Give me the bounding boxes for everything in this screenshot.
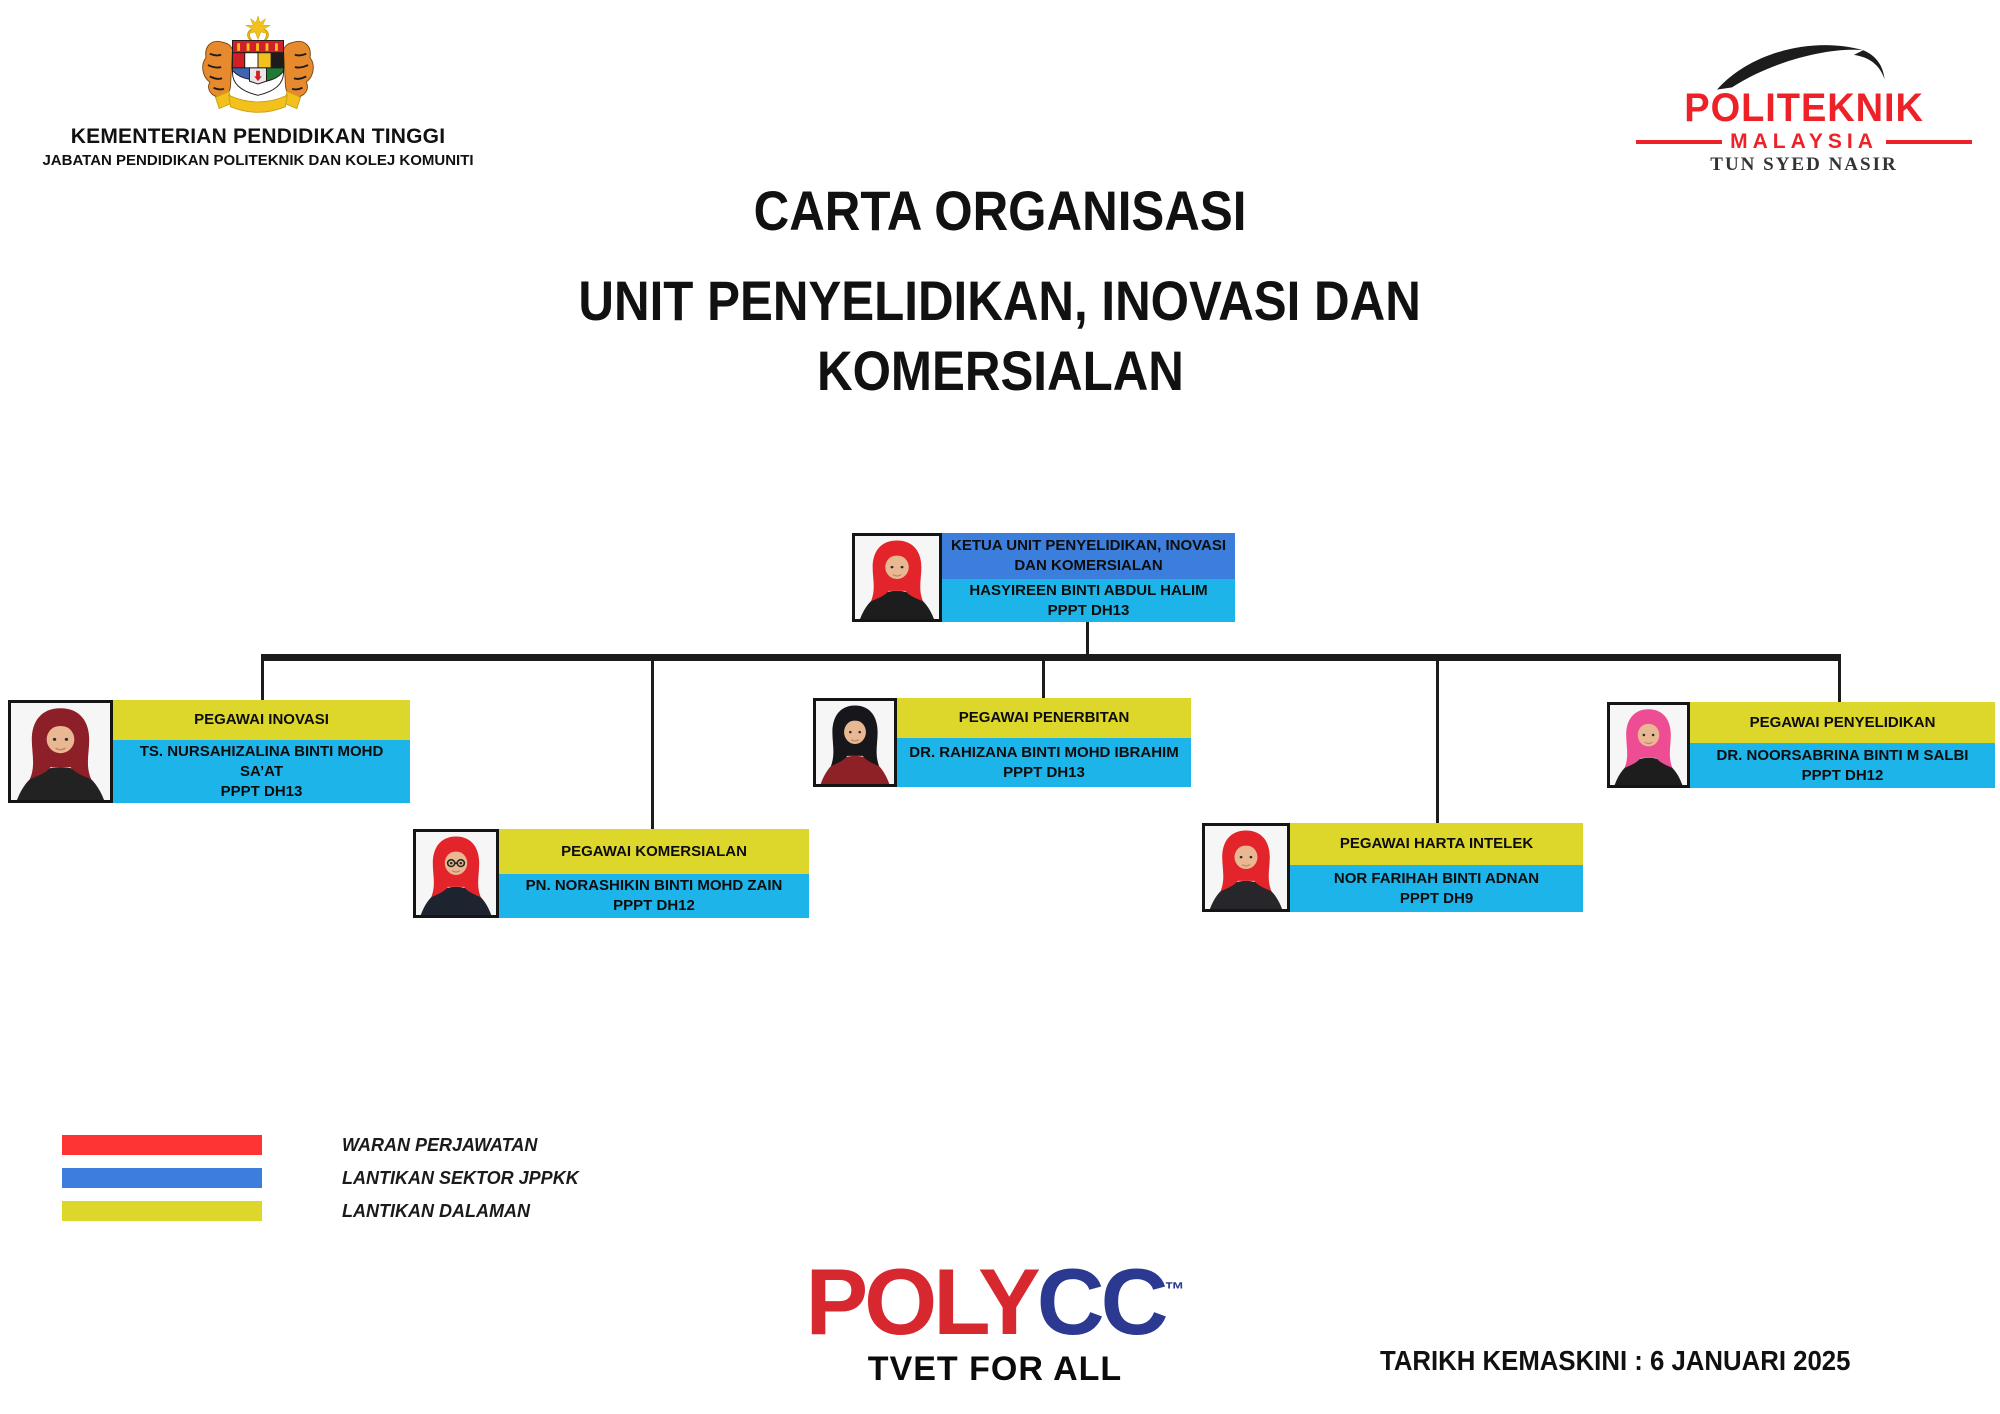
connector-drop-inovasi (261, 661, 264, 700)
department-name: JABATAN PENDIDIKAN POLITEKNIK DAN KOLEJ KOMUNITI (42, 152, 474, 169)
face-shape (885, 555, 909, 579)
name-grade-komersialan (499, 874, 809, 918)
legend-swatch-red (62, 1135, 262, 1155)
photo-harta-intelek (1202, 823, 1290, 912)
avatar-ketua (855, 536, 939, 619)
name-grade-inovasi (113, 740, 410, 803)
polycc-logo (805, 1244, 1184, 1389)
person-name-2: SA’AT (239, 762, 284, 780)
face-shape (47, 726, 75, 754)
role-harta-intelek: PEGAWAI HARTA INTELEK (1290, 823, 1583, 865)
connector-root-drop (1086, 622, 1089, 655)
legend-row-dalaman (62, 1201, 579, 1221)
title-line-2: UNIT PENYELIDIKAN, INOVASI DAN (578, 269, 1422, 332)
legend-row-sektor (62, 1168, 579, 1188)
polycc-wordmark (805, 1244, 1185, 1354)
person-name: NOR FARIHAH BINTI ADNAN (1333, 869, 1540, 887)
politeknik-logo (1636, 34, 1972, 176)
name-grade-penerbitan (897, 738, 1191, 787)
photo-komersialan (413, 829, 499, 918)
connector-horizontal-bar (261, 654, 1841, 661)
right-rule (1886, 140, 1972, 144)
role-ketua: KETUA UNIT PENYELIDIKAN, INOVASI DAN KOMERSIALAN (942, 533, 1235, 579)
ministry-header (28, 14, 488, 169)
avatar-inovasi (11, 703, 110, 800)
name-grade-harta-intelek (1290, 865, 1583, 912)
avatar-harta-intelek (1205, 826, 1287, 909)
role-penerbitan: PEGAWAI PENERBITAN (897, 698, 1191, 738)
person-grade: PPPT DH12 (1801, 766, 1884, 784)
avatar-penerbitan (816, 701, 894, 784)
name-grade-ketua (942, 579, 1235, 622)
person-name: HASYIREEN BINTI ABDUL HALIM (969, 581, 1208, 599)
face-shape (1235, 845, 1258, 869)
person-grade: PPPT DH13 (1003, 763, 1085, 781)
avatar-komersialan (416, 832, 496, 915)
politeknik-brand-text: POLITEKNIK (1684, 86, 1924, 130)
name-grade-penyelidikan (1690, 743, 1995, 788)
photo-inovasi (8, 700, 113, 803)
connector-drop-penerbitan (1042, 661, 1045, 698)
photo-penerbitan (813, 698, 897, 787)
org-node-harta-intelek (1202, 823, 1583, 912)
org-node-komersialan (413, 829, 809, 918)
face-shape (844, 720, 866, 744)
swoosh-icon (1709, 34, 1899, 92)
org-node-ketua (852, 533, 1235, 622)
person-name: DR. NOORSABRINA BINTI M SALBI (1716, 746, 1969, 764)
org-node-penerbitan (813, 698, 1191, 787)
person-name: PN. NORASHIKIN BINTI MOHD ZAIN (525, 877, 783, 894)
person-grade: PPPT DH13 (220, 782, 303, 800)
politeknik-campus-text: TUN SYED NASIR (1710, 154, 1898, 175)
label-harta-intelek (1290, 823, 1583, 912)
title-line-1: CARTA ORGANISASI (753, 179, 1247, 242)
trademark-symbol: ™ (1164, 1279, 1185, 1301)
label-ketua (942, 533, 1235, 622)
last-updated-date: TARIKH KEMASKINI : 6 JANUARI 2025 (1380, 1345, 1851, 1376)
legend-row-waran (62, 1135, 579, 1155)
polycc-tagline: TVET FOR ALL (867, 1350, 1123, 1388)
polycc-poly-text: POLY (805, 1249, 1037, 1354)
label-penerbitan (897, 698, 1191, 787)
person-name: TS. NURSAHIZALINA BINTI MOHD (139, 742, 384, 760)
org-node-inovasi (8, 700, 410, 803)
org-node-penyelidikan (1607, 702, 1995, 788)
connector-drop-penyelidikan (1838, 661, 1841, 702)
page-title (0, 176, 2000, 406)
role-komersialan: PEGAWAI KOMERSIALAN (499, 829, 809, 874)
left-rule (1636, 140, 1722, 144)
legend-swatch-yellow (62, 1201, 262, 1221)
polycc-cc-text: CC (1036, 1249, 1165, 1354)
politeknik-country-text: MALAYSIA (1730, 130, 1878, 153)
legend-label: LANTIKAN SEKTOR JPPKK (342, 1167, 579, 1188)
label-penyelidikan (1690, 702, 1995, 788)
role-penyelidikan: PEGAWAI PENYELIDIKAN (1690, 702, 1995, 743)
person-grade: PPPT DH9 (1399, 889, 1474, 907)
label-inovasi (113, 700, 410, 803)
face-shape (1638, 724, 1660, 747)
person-grade: PPPT DH12 (613, 897, 695, 914)
label-komersialan (499, 829, 809, 918)
legend-label: WARAN PERJAWATAN (342, 1134, 538, 1155)
photo-penyelidikan (1607, 702, 1690, 788)
person-name: DR. RAHIZANA BINTI MOHD IBRAHIM (909, 743, 1179, 761)
ministry-name: KEMENTERIAN PENDIDIKAN TINGGI (70, 125, 446, 148)
legend (62, 1135, 579, 1234)
legend-swatch-blue (62, 1168, 262, 1188)
role-inovasi: PEGAWAI INOVASI (113, 700, 410, 740)
connector-drop-harta (1436, 661, 1439, 823)
connector-drop-komersialan (651, 661, 654, 829)
title-line-3: KOMERSIALAN (816, 339, 1184, 402)
legend-label: LANTIKAN DALAMAN (342, 1200, 530, 1221)
malaysia-coat-of-arms-icon (183, 14, 333, 118)
person-grade: PPPT DH13 (1047, 601, 1130, 619)
avatar-penyelidikan (1610, 705, 1687, 785)
politeknik-malaysia-row (1636, 131, 1972, 152)
photo-ketua (852, 533, 942, 622)
